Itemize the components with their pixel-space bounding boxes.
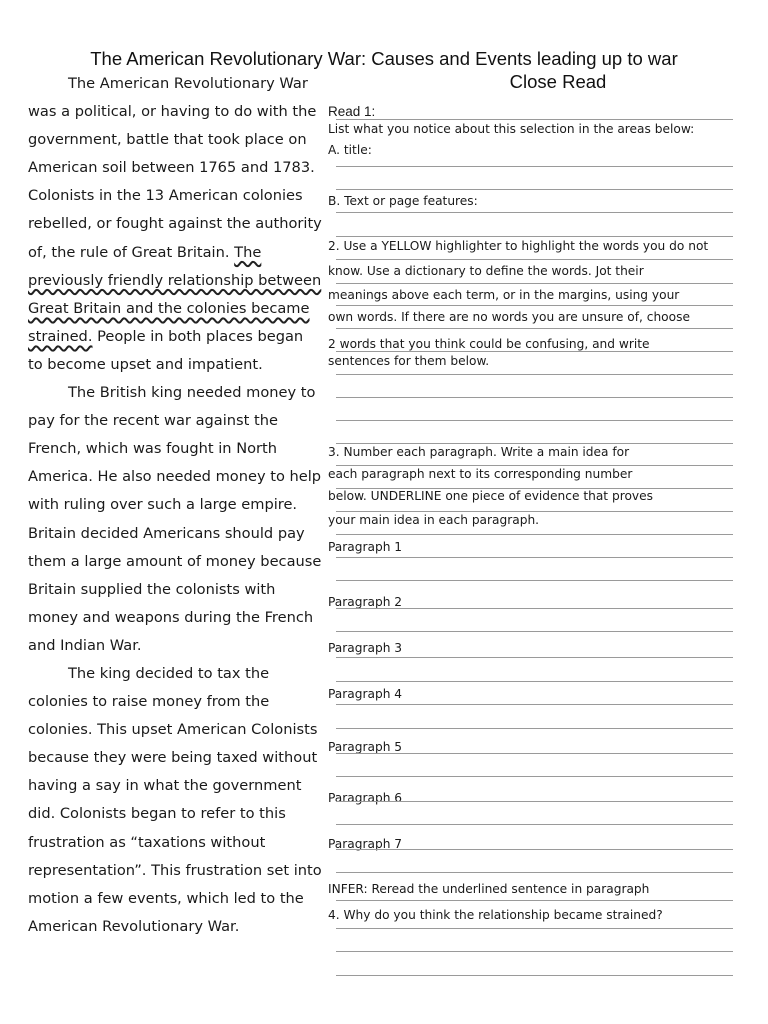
paragraph-5-label: Paragraph 5 [328, 740, 403, 754]
answer-line [336, 951, 733, 952]
answer-line [336, 511, 733, 512]
paragraph-1-text: The American Revolutionary War was a political, or having to do with the government, battle that took place on American soil between 1765 and 1783. Colonists in the 13 American colonies rebelled, or fought against the authority of, the rule of Great Britain. [28, 75, 322, 261]
answer-line [336, 305, 733, 306]
item-2-line: meanings above each term, or in the margins, using your [328, 288, 680, 302]
answer-line [336, 975, 733, 976]
paragraph-2-label: Paragraph 2 [328, 595, 403, 609]
answer-line [336, 328, 733, 329]
item-3-line: your main idea in each paragraph. [328, 513, 540, 527]
answer-line [336, 351, 733, 352]
paragraph-7-label: Paragraph 7 [328, 837, 403, 851]
answer-line [336, 824, 733, 825]
answer-line [336, 374, 733, 375]
answer-line [336, 704, 733, 705]
paragraph-3-label: Paragraph 3 [328, 641, 403, 655]
answer-line [336, 397, 733, 398]
item-3-line: below. UNDERLINE one piece of evidence that proves [328, 489, 653, 503]
passage-paragraph-2: The British king needed money to pay for the recent war against the French, which was fought in North America. He also needed money to help with ruling over such a large empire. Britain decided Americans should pay them a large amount of money because Britain supplied the colonists with money and weapons during the French and Indian War. [28, 384, 322, 654]
answer-line [336, 728, 733, 729]
infer-prompt: INFER: Reread the underlined sentence in paragraph [328, 882, 650, 896]
item-4-question: 4. Why do you think the relationship became strained? [328, 908, 663, 922]
answer-line [336, 283, 733, 284]
passage-paragraph-3: The king decided to tax the colonies to raise money from the colonies. This upset American Colonists because they were being taxed without having a say in what the government did. Colonists began to refer to this frustration as “taxations without representation”. This frustration set into motion a few events, which led to the American Revolutionary War. [28, 664, 322, 935]
item-3-line: each paragraph next to its corresponding number [328, 467, 633, 481]
answer-line [336, 872, 733, 873]
item-2-line: 2 words that you think could be confusing, and write [328, 337, 650, 351]
paragraph-4-label: Paragraph 4 [328, 687, 403, 701]
paragraph-1-end: People in both places began to become upset and impatient. [28, 327, 304, 373]
answer-line [336, 849, 733, 850]
item-a-title: A. title: [328, 143, 372, 157]
answer-line [336, 580, 733, 581]
answer-line [336, 189, 733, 190]
underlined-sentence: The previously friendly relationship between Great Britain and the colonies became strained. [28, 243, 322, 345]
answer-line [336, 900, 733, 901]
answer-line [336, 681, 733, 682]
item-3-line: 3. Number each paragraph. Write a main idea for [328, 445, 630, 459]
item-2-line: 2. Use a YELLOW highlighter to highlight the words you do not [328, 239, 709, 253]
answer-line [336, 534, 733, 535]
item-b-features: B. Text or page features: [328, 194, 478, 208]
answer-line [336, 928, 733, 929]
paragraph-1-label: Paragraph 1 [328, 540, 403, 554]
page-subtitle: Close Read [509, 71, 607, 92]
answer-line [336, 753, 733, 754]
item-2-line: know. Use a dictionary to define the words. Jot their [328, 264, 644, 278]
item-2-line: sentences for them below. [328, 354, 490, 368]
page-title: The American Revolutionary War: Causes and Events leading up to war [90, 48, 678, 69]
answer-line [336, 212, 733, 213]
answer-line [336, 608, 733, 609]
answer-line [336, 557, 733, 558]
answer-line [336, 465, 733, 466]
instruction-text: List what you notice about this selection in the areas below: [328, 122, 695, 136]
answer-line [336, 657, 733, 658]
answer-line [336, 420, 733, 421]
answer-line [336, 259, 733, 260]
answer-line [336, 631, 733, 632]
answer-line [336, 443, 733, 444]
answer-line [336, 166, 733, 167]
answer-line [336, 119, 733, 120]
item-2-line: own words. If there are no words you are unsure of, choose [328, 310, 690, 324]
paragraph-6-label: Paragraph 6 [328, 791, 403, 805]
answer-line [336, 236, 733, 237]
answer-line [336, 801, 733, 802]
read-label: Read 1: [328, 104, 376, 119]
answer-line [336, 776, 733, 777]
